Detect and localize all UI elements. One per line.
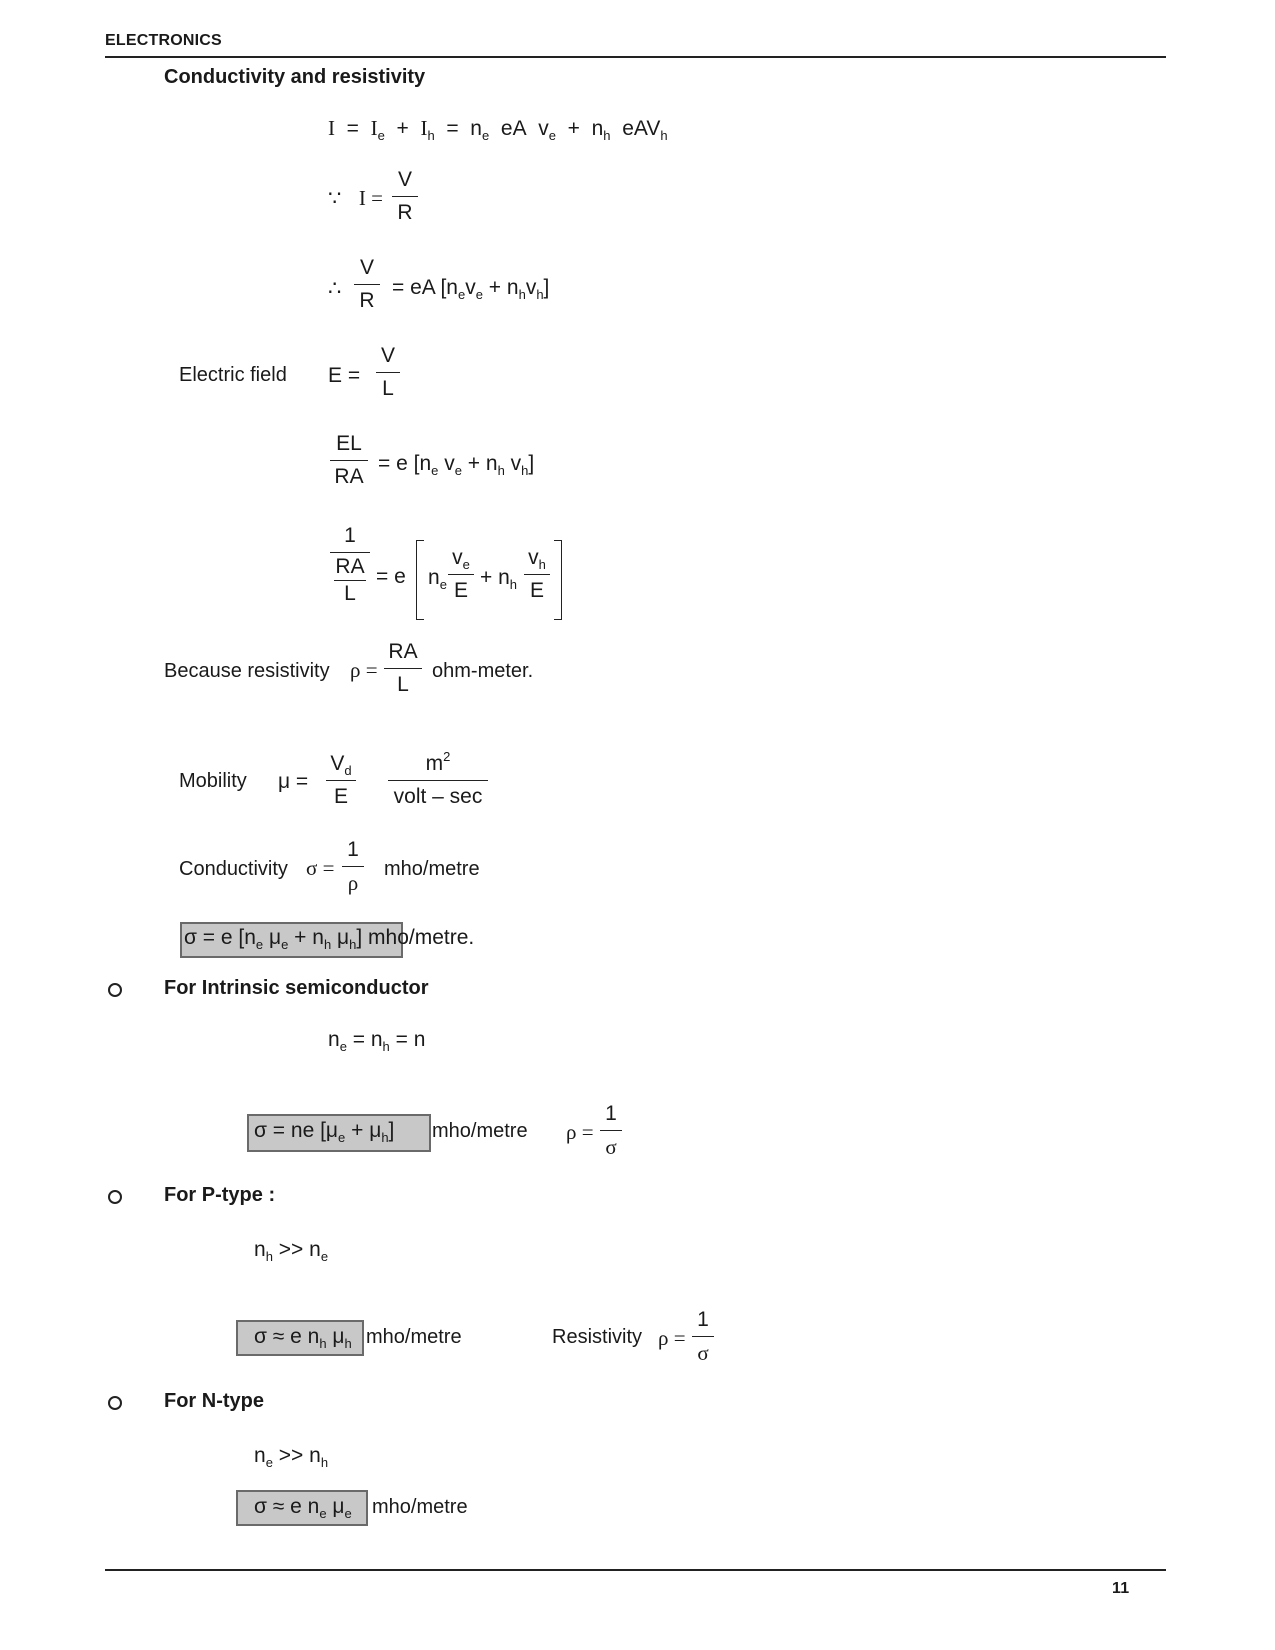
sigma-ptype-unit: mho/metre xyxy=(366,1326,462,1348)
current-density-rhs: = eA $[n_ev_e + n_hv_h]$ xyxy=(392,276,550,302)
sigma-intrinsic-equation: σ = ne $[\mu_e + \mu_h]$ xyxy=(254,1119,395,1145)
conductivity-fraction: 1 ρ xyxy=(342,836,364,897)
section-title: Conductivity and resistivity xyxy=(164,66,426,88)
ne-term: $n_e$ xyxy=(428,566,447,592)
ohms-law-fraction: V R xyxy=(392,166,418,227)
running-header: ELECTRONICS xyxy=(105,32,222,49)
ptype-rho-lhs: ρ = xyxy=(658,1326,686,1350)
electric-field-fraction: V L xyxy=(376,342,400,403)
nh-term: + $n_h$ xyxy=(480,566,518,592)
mobility-unit-fraction: $m^2$ volt – sec xyxy=(388,750,488,811)
electric-field-label: Electric field xyxy=(179,364,287,386)
current-equation: $I = I_e + I_h = n_e$ eA $v_e + n_h$ eAV$_h$ xyxy=(328,116,668,143)
bullet-circle-icon xyxy=(108,983,122,997)
resistivity-fraction: RA L xyxy=(384,638,422,699)
vh-over-e-fraction: $v_h$ E xyxy=(524,544,550,605)
ohms-law-equation: ∵ I = xyxy=(328,186,383,210)
therefore-symbol: ∴ xyxy=(328,277,342,300)
conductivity-lhs: σ = xyxy=(306,856,335,880)
electric-field-lhs: E = xyxy=(328,364,361,387)
mobility-lhs: μ = xyxy=(278,770,309,793)
sigma-ptype-equation: σ ≈ e $n_h$ $\mu_h$ xyxy=(254,1325,352,1351)
sigma-general-equation: σ = e [$n_e$ $\mu_e + n_h$ $\mu_h$] mho/metre. xyxy=(184,926,475,952)
v-over-r-fraction: V R xyxy=(354,254,380,315)
resistivity-unit: ohm-meter. xyxy=(432,660,534,682)
right-bracket xyxy=(554,540,562,620)
bullet-circle-icon xyxy=(108,1396,122,1410)
left-bracket xyxy=(416,540,424,620)
ntype-relation: $n_e >> n_h$ xyxy=(254,1444,329,1470)
ve-over-e-fraction: $v_e$ E xyxy=(448,544,474,605)
el-over-ra-fraction: EL RA xyxy=(330,430,368,491)
conductivity-label: Conductivity xyxy=(179,858,288,880)
compound-eq-sign: = e xyxy=(376,565,406,588)
el-ra-rhs: = e [$n_e$ $v_e + n_h$ $v_h$] xyxy=(378,452,535,478)
mobility-fraction: $V_d$ E xyxy=(326,750,356,811)
ptype-rho-fraction: 1 σ xyxy=(692,1306,714,1367)
compound-fraction: 1 RA L xyxy=(330,522,370,606)
ntype-title: For N-type xyxy=(164,1390,264,1412)
conductivity-unit: mho/metre xyxy=(384,858,480,880)
intrinsic-relation: $n_e = n_h = n$ xyxy=(328,1028,426,1054)
ptype-title: For P-type : xyxy=(164,1184,276,1206)
ptype-relation: $n_h >> n_e$ xyxy=(254,1238,329,1264)
bullet-circle-icon xyxy=(108,1190,122,1204)
resistivity-label: Because resistivity xyxy=(164,660,330,682)
intrinsic-title: For Intrinsic semiconductor xyxy=(164,977,429,999)
mobility-label: Mobility xyxy=(179,770,247,792)
sigma-ntype-unit: mho/metre xyxy=(372,1496,468,1518)
sigma-intrinsic-unit: mho/metre xyxy=(432,1120,528,1142)
intrinsic-rho-lhs: ρ = xyxy=(566,1120,594,1144)
intrinsic-rho-fraction: 1 σ xyxy=(600,1100,622,1161)
page-number: 11 xyxy=(1112,1580,1130,1597)
header-rule xyxy=(105,56,1166,58)
ptype-resistivity-label: Resistivity xyxy=(552,1326,643,1348)
resistivity-lhs: ρ = xyxy=(350,658,378,682)
footer-rule xyxy=(105,1569,1166,1571)
sigma-ntype-equation: σ ≈ e $n_e$ $\mu_e$ xyxy=(254,1495,352,1521)
